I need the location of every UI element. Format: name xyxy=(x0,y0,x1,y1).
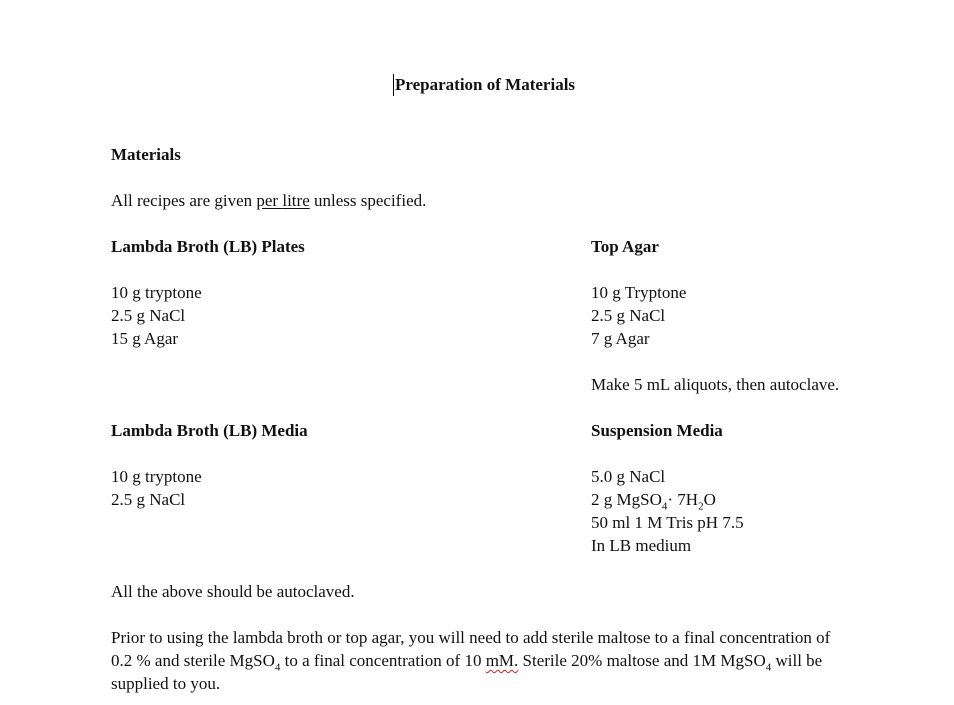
materials-heading: Materials xyxy=(111,145,181,164)
hydrate-suffix: O xyxy=(703,490,716,509)
lb-plates-item: 2.5 g NaCl xyxy=(111,306,186,325)
lb-media-item: 10 g tryptone xyxy=(111,467,202,486)
final-paragraph xyxy=(111,626,841,695)
suspension-media-heading: Suspension Media xyxy=(591,421,723,440)
lb-plates-item: 10 g tryptone xyxy=(111,283,202,302)
final-sub2: 4 xyxy=(765,661,772,674)
page-title-text: Preparation of Materials xyxy=(395,75,576,94)
final-part3: Sterile 20% maltose and 1M MgSO xyxy=(518,651,766,670)
hydrate-mid: · 7H xyxy=(667,490,699,509)
top-agar-heading: Top Agar xyxy=(591,237,659,256)
mgso4-subscript: 4 xyxy=(661,500,668,513)
top-agar-item: 2.5 g NaCl xyxy=(591,306,666,325)
text-cursor xyxy=(393,74,394,96)
top-agar-note: Make 5 mL aliquots, then autoclave. xyxy=(591,375,840,394)
lb-plates-item: 15 g Agar xyxy=(111,329,179,348)
final-part2: to a final concentration of 10 xyxy=(280,651,486,670)
final-sub1: 4 xyxy=(274,661,281,674)
h2o-subscript: 2 xyxy=(698,500,704,513)
lb-media-heading: Lambda Broth (LB) Media xyxy=(111,421,308,440)
suspension-media-item xyxy=(591,490,716,513)
page-title xyxy=(395,75,575,95)
intro-after: unless specified. xyxy=(309,191,427,210)
intro-litre: litre xyxy=(282,191,310,210)
intro-per: per xyxy=(256,191,283,210)
suspension-media-item: 5.0 g NaCl xyxy=(591,467,666,486)
final-part1: Prior to using the lambda broth or top agar, you will need to add sterile maltose to a final concentration of 0.2 % and sterile MgSO xyxy=(111,628,831,670)
intro-before: All recipes are given xyxy=(111,191,257,210)
top-agar-item: 7 g Agar xyxy=(591,329,650,348)
autoclave-note: All the above should be autoclaved. xyxy=(111,582,355,601)
final-squiggle-word: mM. xyxy=(485,651,519,670)
final-part4: will be supplied to you. xyxy=(111,651,823,693)
intro-line xyxy=(111,191,426,211)
suspension-media-item: In LB medium xyxy=(591,536,692,555)
top-agar-item: 10 g Tryptone xyxy=(591,283,687,302)
lb-media-item: 2.5 g NaCl xyxy=(111,490,186,509)
mgso4-prefix: 2 g MgSO xyxy=(591,490,662,509)
lb-plates-heading: Lambda Broth (LB) Plates xyxy=(111,237,305,256)
suspension-media-item: 50 ml 1 M Tris pH 7.5 xyxy=(591,513,744,532)
